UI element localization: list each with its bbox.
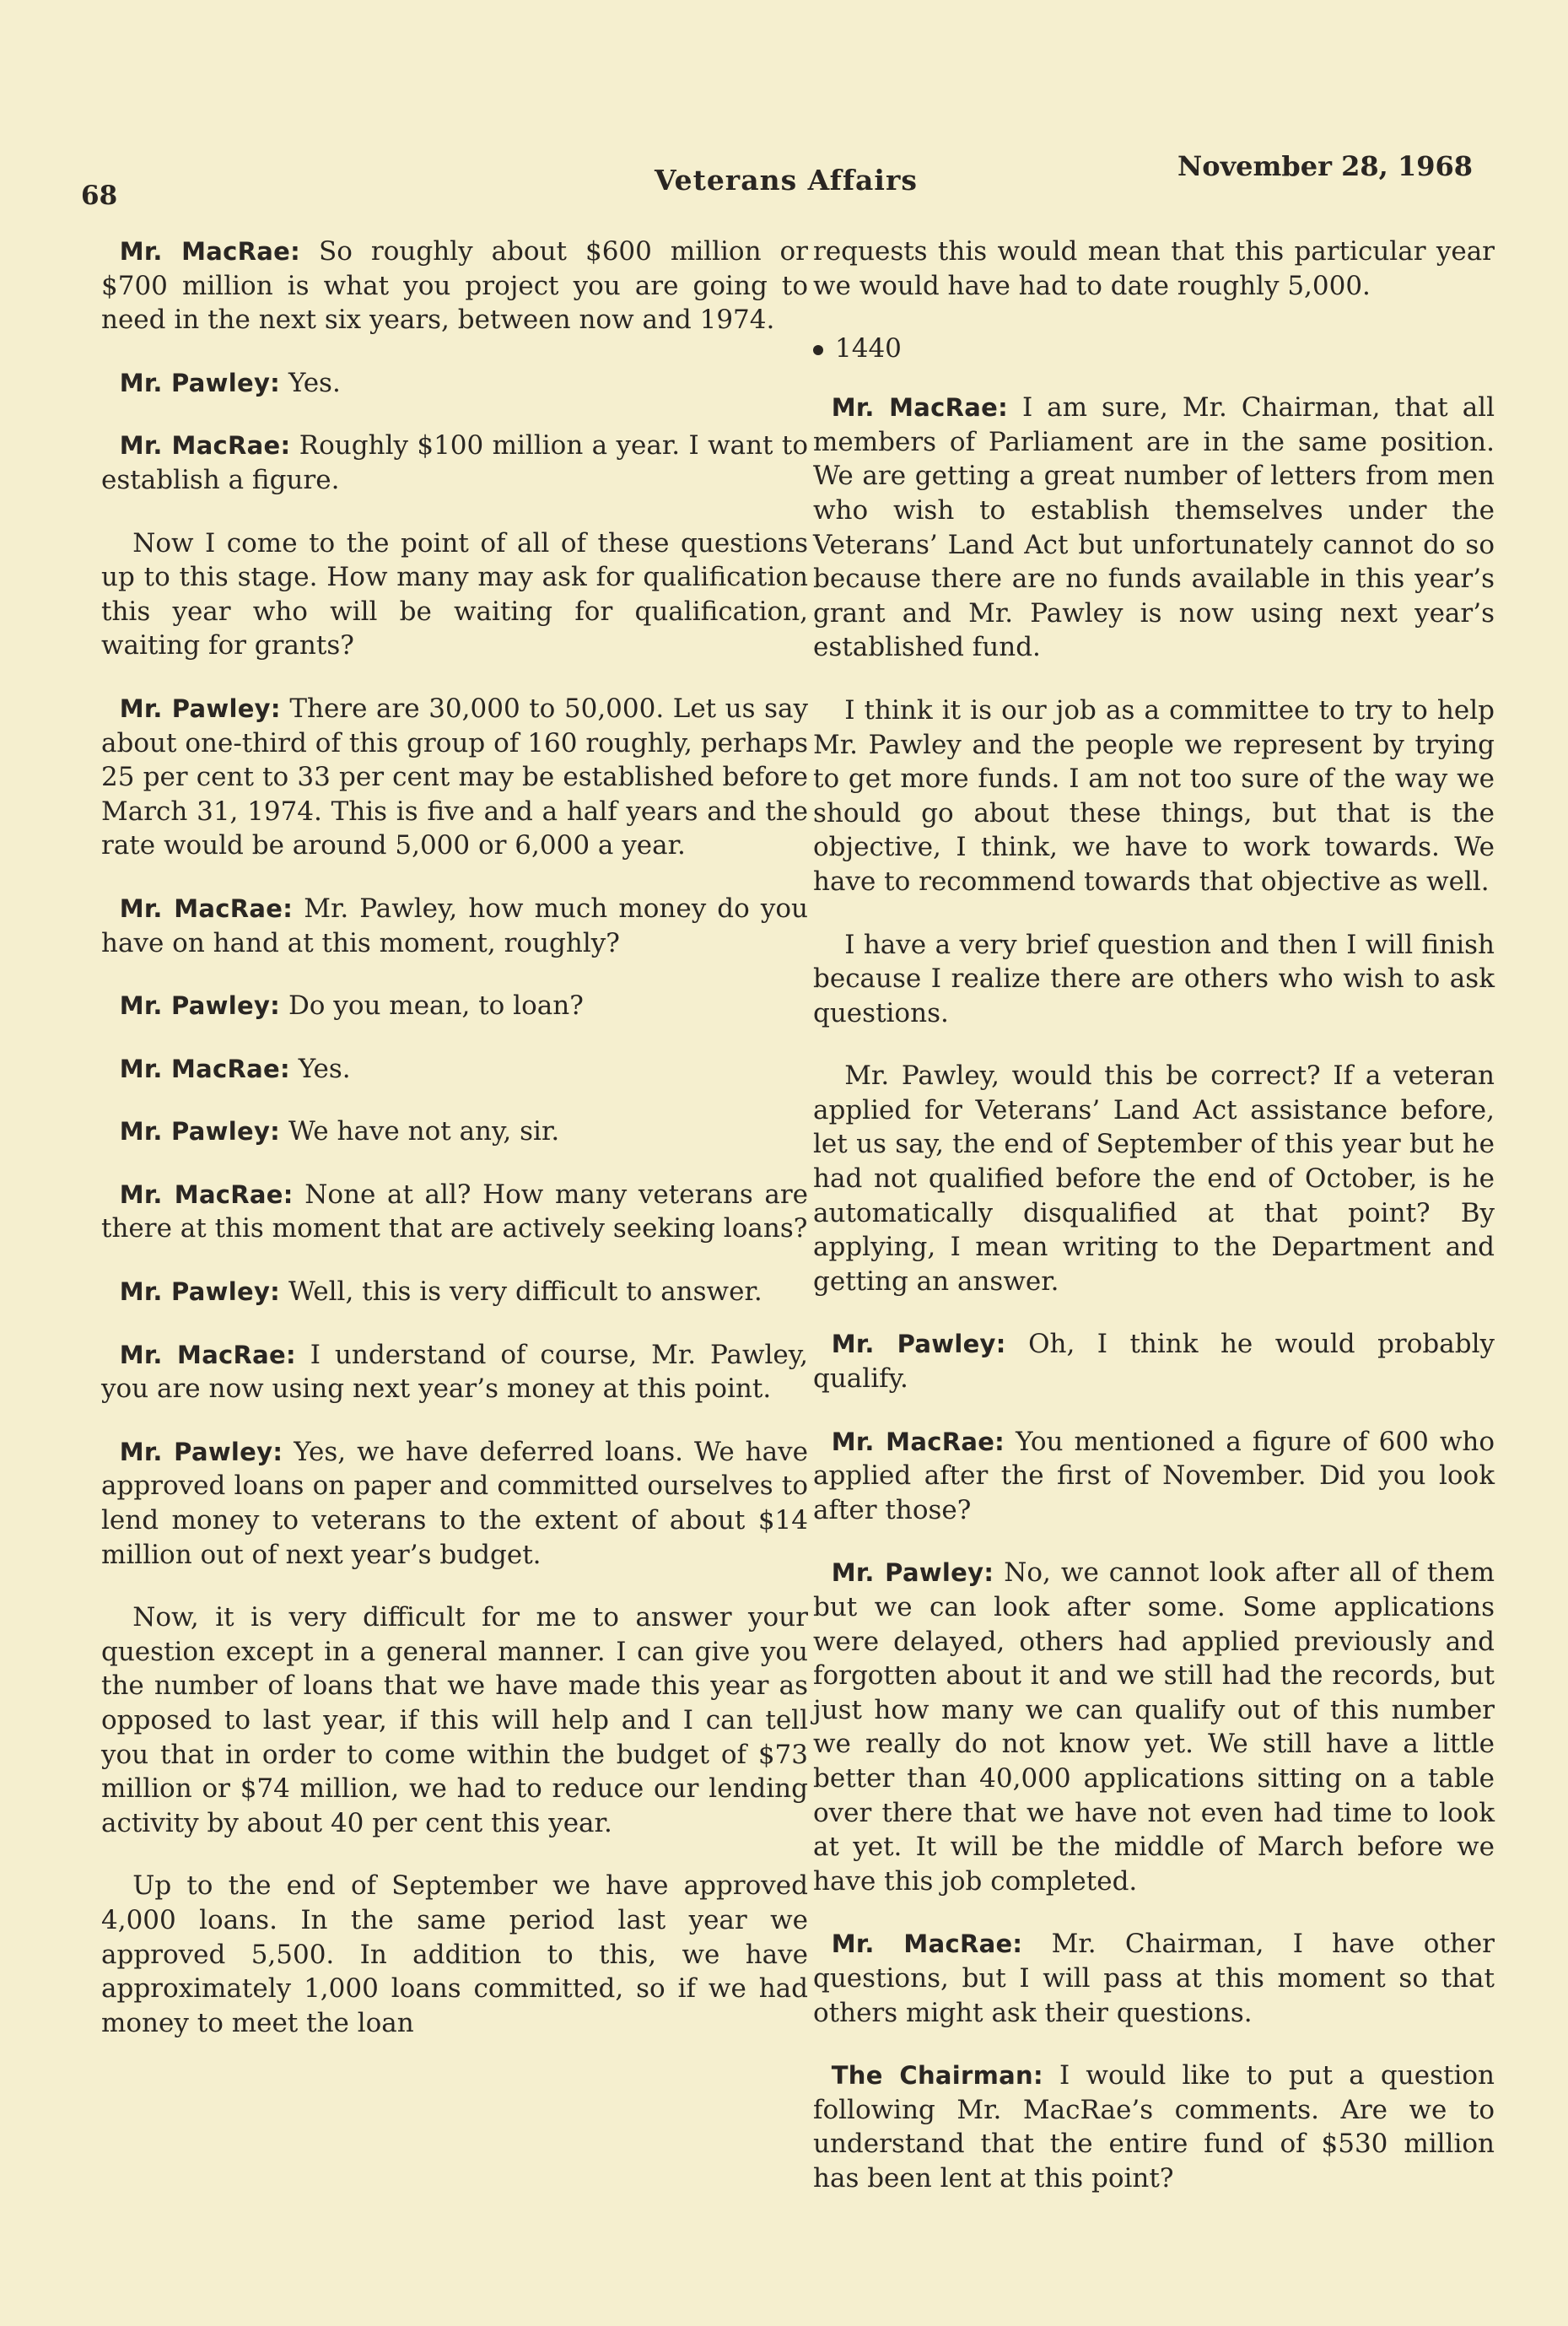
speaker-name: Mr. MacRae: [119, 1054, 290, 1083]
paragraph-text: Now, it is very difficult for me to answer your question except in a general manner. I can give you the number of loans that we have made this year as opposed to last year, if this will help and I can tell you that in order to come within the budget of $73 million or $74 million, we had to reduce our lending activity by about 40 per cent this year. [101, 1602, 808, 1838]
paragraph [813, 1425, 1495, 1528]
page-number: 68 [81, 181, 118, 211]
paragraph [813, 693, 1495, 899]
paragraph [101, 526, 808, 663]
paragraph [101, 1275, 808, 1309]
speaker-name: Mr. Pawley: [119, 1117, 281, 1147]
paragraph-text: Now I come to the point of all of these questions up to this stage. How many may ask for qualification this year who will be waiting for qualification, waiting for grants? [101, 527, 808, 661]
paragraph-text: I understand of course, Mr. Pawley, you are now using next year’s money at this point. [101, 1339, 808, 1405]
paragraph [101, 1052, 808, 1087]
paragraph [101, 1600, 808, 1840]
paragraph [101, 1178, 808, 1246]
paragraph [101, 1869, 808, 2040]
paragraph-text: I think it is our job as a committee to try to help Mr. Pawley and the people we represent by trying to get more funds. I am not too sure of the way we should go about these things, but that is the objective, I think, we have to work towards. We have to recommend towards that objective as well. [813, 694, 1495, 897]
right-column-body [813, 391, 1495, 2195]
paragraph [813, 1556, 1495, 1898]
speaker-name: Mr. Pawley: [119, 1437, 283, 1466]
paragraph-text: No, we cannot look after all of them but we can look after some. Some applications were delayed, others had applied previously and forgotten about it and we still had the records, but just how many we can qualify out of this number we really do not know yet. We still have a little better than 40,000 applications sitting on a table over there that we have not even had time to look at yet. It will be the middle of March before we have this job completed. [813, 1557, 1495, 1897]
paragraph-text: I have a very brief question and then I will finish because I realize there are others who wish to ask questions. [813, 929, 1495, 1028]
paragraph [813, 1059, 1495, 1298]
speaker-name: Mr. MacRae: [119, 1179, 294, 1209]
paragraph [813, 1927, 1495, 2030]
paragraph-text: Mr. Chairman, I have other questions, but I will pass at this moment so that others might ask their questions. [813, 1929, 1495, 2028]
speaker-name: Mr. MacRae: [831, 1427, 1005, 1456]
speaker-name: Mr. Pawley: [831, 1558, 994, 1588]
speaker-name: The Chairman: [831, 2061, 1043, 2091]
paragraph-text: I would like to put a question following Mr. MacRae’s comments. Are we to understand that the entire fund of $530 million has been lent at this point? [813, 2060, 1495, 2194]
header-date: November 28, 1968 [1177, 150, 1473, 182]
paragraph-text: Oh, I think he would probably qualify. [813, 1329, 1495, 1395]
paragraph-text: There are 30,000 to 50,000. Let us say about one-third of this group of 160 roughly, perhaps 25 per cent to 33 per cent may be established before March 31, 1974. This is five and a half years and the rate would be around 5,000 or 6,000 a year. [101, 693, 808, 861]
paragraph-text: Yes. [288, 367, 341, 398]
paragraph [813, 391, 1495, 665]
speaker-name: Mr. MacRae: [831, 393, 1009, 423]
paragraph-text: Well, this is very difficult to answer. [288, 1276, 762, 1308]
page-header [81, 150, 1473, 209]
paragraph [101, 692, 808, 863]
speaker-name: Mr. MacRae: [119, 237, 301, 266]
paragraph [101, 429, 808, 497]
speaker-name: Mr. MacRae: [119, 893, 294, 923]
speaker-name: Mr. MacRae: [119, 1340, 296, 1369]
time-marker [813, 332, 1495, 365]
running-title: Veterans Affairs [655, 164, 918, 197]
paragraph [101, 892, 808, 960]
paragraph-text: None at all? How many veterans are there at this moment that are actively seeking loans? [101, 1179, 808, 1244]
paragraph-text: Mr. Pawley, how much money do you have on hand at this moment, roughly? [101, 893, 808, 958]
paragraph-text: Roughly $100 million a year. I want to establish a figure. [101, 430, 809, 495]
paragraph [813, 1327, 1495, 1395]
paragraph [101, 366, 808, 401]
paragraph-text: Yes. [298, 1053, 351, 1084]
speaker-name: Mr. Pawley: [119, 693, 281, 723]
paragraph-text: I am sure, Mr. Chairman, that all members of Parliament are in the same position. We are getting a great number of letters from men who wish to establish themselves under the Veterans’ Land Act but unfortunately cannot do so because there are no funds available in this year’s grant and Mr. Pawley is now using next year’s established fund. [813, 392, 1495, 663]
paragraph [101, 1338, 808, 1406]
paragraph-text: So roughly about $600 million or $700 million is what you project you are going to need in the next six years, between now and 1974. [101, 236, 808, 336]
speaker-name: Mr. Pawley: [831, 1330, 1006, 1359]
paragraph [101, 1435, 808, 1572]
paragraph [101, 235, 808, 337]
speaker-name: Mr. Pawley: [119, 1277, 281, 1307]
paragraph-text: Mr. Pawley, would this be correct? If a veteran applied for Veterans’ Land Act assistance before, let us say, the end of September of this year but he had not qualified before the end of October, is he automatically disqualified at that point? By applying, I mean writing to the Department and getting an answer. [813, 1060, 1495, 1297]
paragraph-text: Yes, we have deferred loans. We have approved loans on paper and committed ourselves to lend money to veterans to the extent of about $14 million out of next year’s budget. [101, 1436, 808, 1570]
left-column [101, 235, 808, 2069]
paragraph-text: Up to the end of September we have approved 4,000 loans. In the same period last year we approved 5,500. In addition to this, we have approximately 1,000 loans committed, so if we had money to meet the loan [101, 1870, 808, 2038]
time-marker-text: 1440 [835, 333, 902, 364]
paragraph [813, 928, 1495, 1031]
paragraph-text: Do you mean, to loan? [288, 990, 584, 1022]
speaker-name: Mr. MacRae: [119, 431, 291, 461]
right-column [813, 235, 1495, 2225]
speaker-name: Mr. MacRae: [831, 1929, 1023, 1959]
continued-paragraph: requests this would mean that this particular year we would have had to date roughly 5,000. [813, 236, 1495, 301]
paragraph-text: You mentioned a figure of 600 who applied after the first of November. Did you look after those? [813, 1426, 1495, 1525]
paragraph [101, 1114, 808, 1149]
paragraph [813, 2059, 1495, 2195]
bullet-icon [813, 345, 823, 355]
speaker-name: Mr. Pawley: [119, 368, 281, 397]
paragraph [101, 989, 808, 1023]
paragraph-text: We have not any, sir. [288, 1116, 560, 1147]
speaker-name: Mr. Pawley: [119, 991, 281, 1021]
